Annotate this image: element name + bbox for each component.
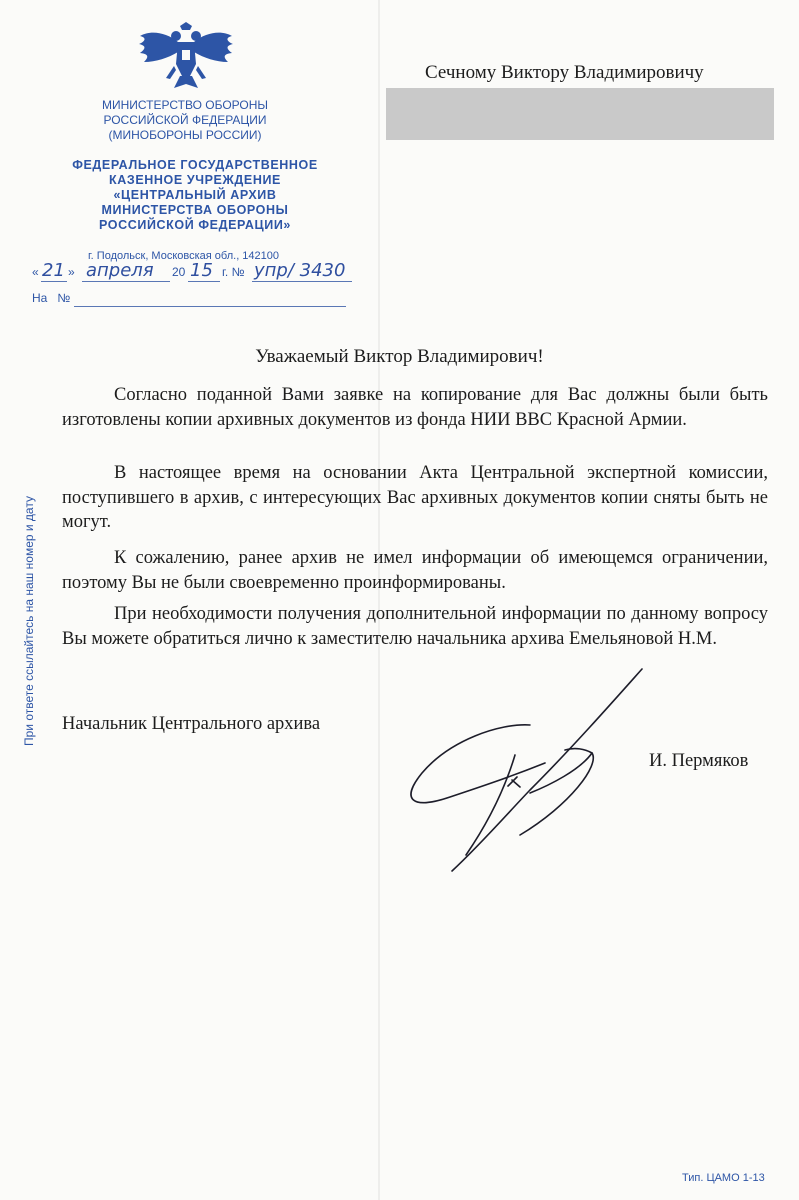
institution-line: РОССИЙСКОЙ ФЕДЕРАЦИИ»	[99, 218, 291, 232]
institution-line: ФЕДЕРАЛЬНОЕ ГОСУДАРСТВЕННОЕ	[72, 158, 318, 172]
institution-line: МИНИСТЕРСТВА ОБОРОНЫ	[101, 203, 289, 217]
date-close-quote: »	[68, 265, 75, 279]
date-underline	[41, 281, 67, 282]
date-year-suffix: 15	[190, 260, 213, 281]
date-underline	[82, 281, 170, 282]
letter-paragraph: Согласно поданной Вами заявке на копирование для Вас должны были быть изготовлены копии архивных документов из фонда НИИ ВВС Красной Армии.	[62, 385, 768, 430]
signatory-title: Начальник Центрального архива	[62, 714, 321, 734]
reply-reference-underline	[74, 306, 346, 307]
institution-header	[30, 158, 360, 233]
print-code: Тип. ЦАМО 1-13	[682, 1172, 765, 1184]
ministry-line: (МИНОБОРОНЫ РОССИИ)	[108, 128, 262, 142]
letter-paragraph: К сожалению, ранее архив не имел информации об имеющемся ограничении, поэтому Вы не были своевременно проинформированы.	[62, 548, 768, 593]
letter-greeting: Уважаемый Виктор Владимирович!	[255, 346, 544, 367]
outgoing-number: упр/ 3430	[254, 260, 346, 281]
ministry-line: РОССИЙСКОЙ ФЕДЕРАЦИИ	[103, 113, 267, 127]
date-underline	[252, 281, 352, 282]
date-year-prefix: 20	[172, 265, 186, 279]
recipient-name: Сечному Виктору Владимировичу	[425, 62, 704, 83]
reply-reference-line	[32, 290, 352, 308]
institution-address: г. Подольск, Московская обл., 142100	[88, 250, 280, 262]
paper-fold	[378, 0, 380, 1200]
ministry-header	[60, 98, 310, 143]
ministry-line: МИНИСТЕРСТВО ОБОРОНЫ	[101, 98, 269, 112]
date-underline	[188, 281, 220, 282]
letter-paragraph: В настоящее время на основании Акта Центральной экспертной комиссии, поступившего в архив, с интересующих Вас архивных документов копии сняты быть не могут.	[62, 463, 768, 532]
signatory-name: И. Пермяков	[649, 751, 749, 771]
letter-paragraph: При необходимости получения дополнительной информации по данному вопросу Вы можете обратиться лично к заместителю начальника архива Емельяновой Н.М.	[62, 604, 768, 649]
side-reference-note: При ответе ссылайтесь на наш номер и дату	[22, 496, 36, 746]
double-headed-eagle-icon	[138, 22, 234, 92]
institution-line: КАЗЕННОЕ УЧРЕЖДЕНИЕ	[109, 173, 281, 187]
date-day: 21	[42, 260, 65, 281]
outgoing-date-line	[32, 262, 362, 284]
date-number-label: г. №	[222, 265, 245, 279]
date-month: апреля	[86, 260, 154, 281]
handwritten-signature	[380, 655, 680, 880]
redacted-address-block	[386, 88, 774, 140]
reply-reference-label: На №	[32, 291, 71, 305]
date-open-quote: «	[32, 265, 39, 279]
institution-line: «ЦЕНТРАЛЬНЫЙ АРХИВ	[113, 188, 277, 202]
